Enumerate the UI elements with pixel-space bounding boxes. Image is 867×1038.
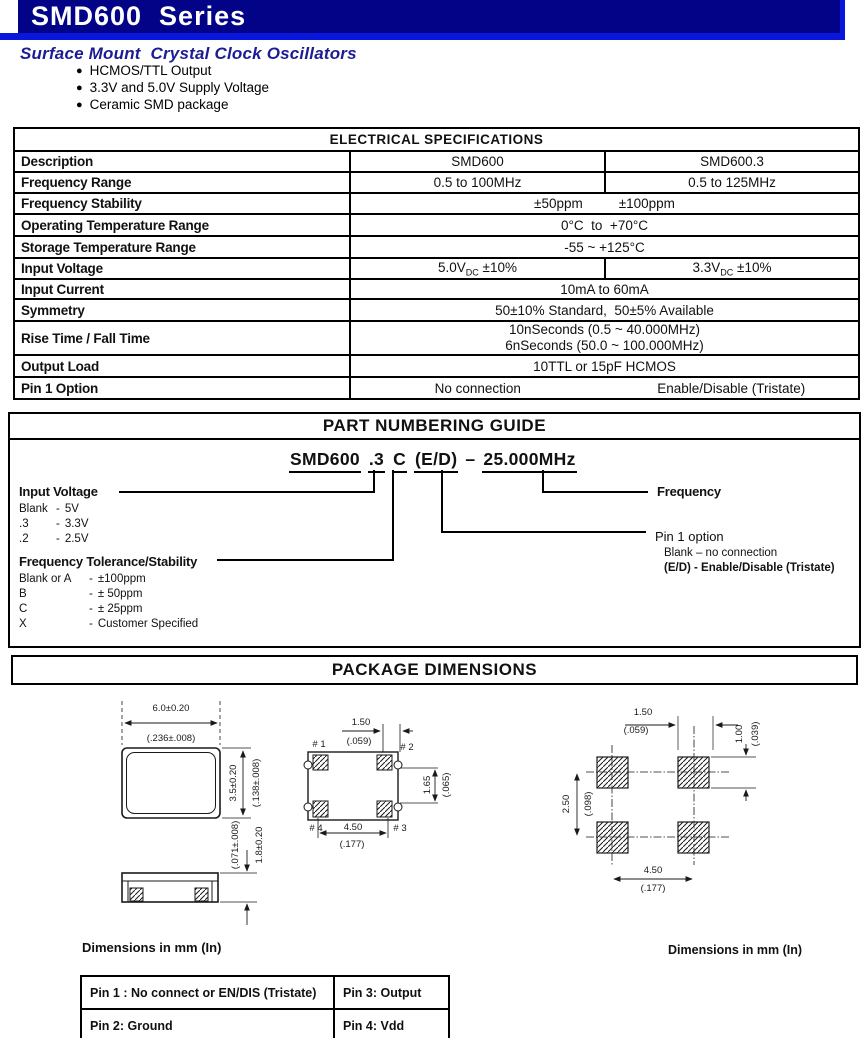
- dim-width-mm: 6.0±0.20: [152, 703, 190, 714]
- pin3-function: Pin 3: Output: [334, 976, 449, 1009]
- dim-pitch-in: (.059): [346, 736, 372, 747]
- frequency-label: Frequency: [657, 484, 721, 499]
- dim-height-in: (.138±.008): [251, 758, 262, 808]
- dim-span-mm: 4.50: [343, 822, 363, 833]
- spec-value: 0.5 to 125MHz: [605, 172, 859, 193]
- spec-label: Input Voltage: [14, 258, 350, 279]
- bullet-icon: ●: [76, 65, 83, 77]
- spec-label: Pin 1 Option: [14, 377, 350, 399]
- tolerance-label: Frequency Tolerance/Stability: [19, 554, 198, 569]
- connector-line-tolerance: [392, 470, 394, 561]
- example-part-number: [289, 449, 577, 473]
- land-pattern-drawing: [558, 702, 793, 897]
- feature-item: ● HCMOS/TTL Output: [76, 63, 212, 78]
- dim-land-bottom-in: (.177): [640, 883, 666, 894]
- spec-value: SMD600.3: [605, 151, 859, 172]
- bullet-icon: ●: [76, 82, 83, 94]
- package-outline-drawing: [75, 695, 275, 937]
- connector-line-voltage: [373, 470, 375, 492]
- pad-pin3-label: # 3: [393, 823, 407, 834]
- spec-value: $5.0V_{DC} \pm 10\%$: [350, 258, 605, 279]
- voltage-option: Blank - 5V: [19, 503, 79, 515]
- pin1-option-label: Pin 1 option: [655, 529, 724, 544]
- connector-line-frequency: [542, 470, 544, 492]
- spec-label: Rise Time / Fall Time: [14, 321, 350, 355]
- connector-line-voltage: [119, 491, 375, 493]
- spec-value: 10TTL or 15pF HCMOS: [350, 355, 859, 377]
- dim-land-left-mm: 2.50: [561, 794, 572, 814]
- pin1-option-blank: Blank – no connection: [664, 547, 778, 559]
- spec-value: SMD600: [350, 151, 605, 172]
- dim-land-right-mm: 1.00: [734, 724, 745, 744]
- dim-land-right-in: (.039): [750, 721, 761, 747]
- spec-label: Input Current: [14, 279, 350, 299]
- tolerance-option: B - ± 50ppm: [19, 588, 143, 600]
- spec-label: Operating Temperature Range: [14, 214, 350, 236]
- spec-label: Symmetry: [14, 299, 350, 321]
- spec-label: Description: [14, 151, 350, 172]
- spec-value: 0.5 to 100MHz: [350, 172, 605, 193]
- pn-tolerance-code: C: [392, 449, 407, 473]
- input-voltage-label: Input Voltage: [19, 484, 98, 499]
- bullet-icon: ●: [76, 99, 83, 111]
- dim-land-top-mm: 1.50: [633, 707, 653, 718]
- spec-value: -55 ~ +125°C: [350, 236, 859, 258]
- dimensions-note-left: Dimensions in mm (In): [82, 940, 222, 955]
- pin-function-table: [80, 975, 450, 1038]
- pn-pin-option-code: (E/D): [414, 449, 458, 473]
- spec-label: Output Load: [14, 355, 350, 377]
- spec-value: 10mA to 60mA: [350, 279, 859, 299]
- package-dimensions-title: PACKAGE DIMENSIONS: [11, 655, 858, 685]
- connector-line-pin-option: [441, 531, 646, 533]
- series-title: SMD600 Series: [31, 1, 247, 31]
- spec-label: Storage Temperature Range: [14, 236, 350, 258]
- dimensions-note-right: Dimensions in mm (In): [668, 943, 803, 957]
- pin2-function: Pin 2: Ground: [81, 1009, 334, 1038]
- pn-base: SMD600: [289, 449, 361, 473]
- tolerance-option: X - Customer Specified: [19, 618, 199, 630]
- banner-accent-bottom: [0, 33, 845, 40]
- pad-pin2-label: # 2: [400, 742, 414, 753]
- dim-pad-h-in: (.065): [441, 772, 452, 798]
- pin1-function: Pin 1 : No connect or EN/DIS (Tristate): [81, 976, 334, 1009]
- connector-line-frequency: [542, 491, 648, 493]
- connector-line-tolerance: [217, 559, 393, 561]
- spec-value: 0°C to +70°C: [350, 214, 859, 236]
- connector-line-pin-option: [441, 470, 443, 532]
- pin1-option-ed: (E/D) - Enable/Disable (Tristate): [664, 562, 835, 574]
- feature-item: ● Ceramic SMD package: [76, 97, 229, 112]
- feature-item: ● 3.3V and 5.0V Supply Voltage: [76, 80, 270, 95]
- dim-land-top-in: (.059): [623, 725, 649, 736]
- spec-value: 50±10% Standard, 50±5% Available: [350, 299, 859, 321]
- dim-span-in: (.177): [339, 839, 365, 850]
- dim-land-left-in: (.098): [583, 791, 594, 817]
- tolerance-option: C - ± 25ppm: [19, 603, 143, 615]
- pad-pin4-label: # 4: [309, 823, 323, 834]
- spec-value: 10nSeconds (0.5 ~ 40.000MHz) 6nSeconds (50.0 ~ 100.000MHz): [350, 321, 859, 355]
- dim-width-in: (.236±.008): [146, 733, 196, 744]
- doc-subtitle: Surface Mount Crystal Clock Oscillators: [20, 44, 357, 63]
- spec-value: No connection Enable/Disable (Tristate): [350, 377, 859, 399]
- pn-voltage-code: .3: [368, 449, 385, 473]
- spec-table-title: ELECTRICAL SPECIFICATIONS: [14, 128, 859, 151]
- tolerance-option: Blank or A - ±100ppm: [19, 573, 146, 585]
- pad-pin1-label: # 1: [312, 739, 326, 750]
- electrical-specifications-table: [13, 127, 860, 400]
- banner-accent-right: [840, 0, 845, 33]
- voltage-option: .3 - 3.3V: [19, 518, 89, 530]
- dim-height-mm: 3.5±0.20: [228, 764, 239, 802]
- pin4-function: Pin 4: Vdd: [334, 1009, 449, 1038]
- pn-dash: –: [465, 449, 476, 469]
- spec-value: $3.3V_{DC} \pm 10\%$: [605, 258, 859, 279]
- dim-land-bottom-mm: 4.50: [643, 865, 663, 876]
- dim-thick-mm: 1.8±0.20: [254, 826, 265, 864]
- spec-label: Frequency Range: [14, 172, 350, 193]
- pn-frequency: 25.000MHz: [482, 449, 576, 473]
- voltage-option: .2 - 2.5V: [19, 533, 89, 545]
- pad-layout-drawing: [295, 712, 460, 852]
- dim-thick-in: (.071±.008): [230, 820, 241, 870]
- spec-value: ±50ppm ±100ppm: [350, 193, 859, 214]
- spec-label: Frequency Stability: [14, 193, 350, 214]
- part-numbering-guide-title: PART NUMBERING GUIDE: [10, 414, 859, 440]
- dim-pad-h-mm: 1.65: [422, 775, 433, 795]
- dim-pitch-mm: 1.50: [351, 717, 371, 728]
